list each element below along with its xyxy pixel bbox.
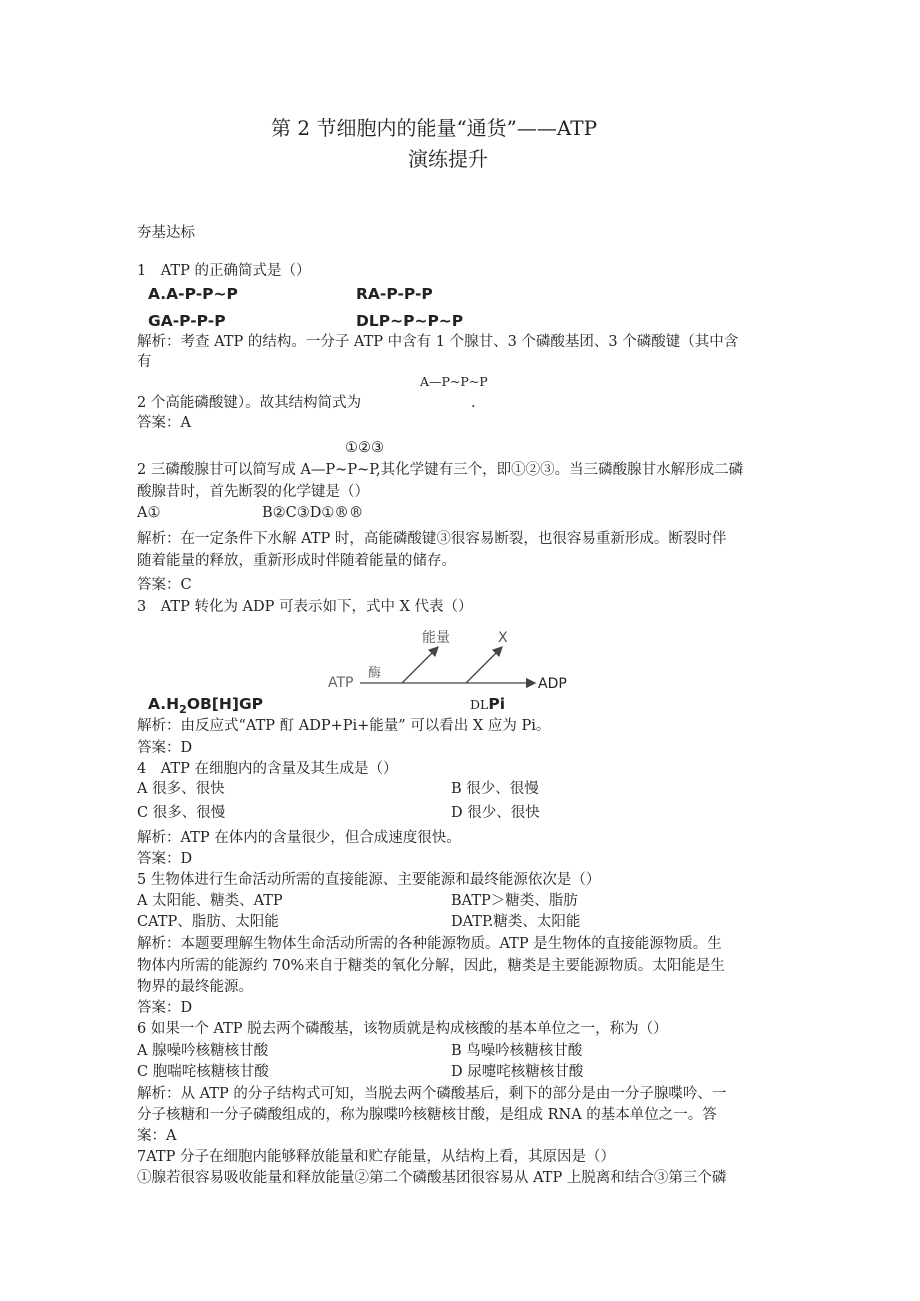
q3-option-d-prefix: DL	[470, 697, 489, 712]
q3-diagram-atp-label: ATP	[328, 675, 354, 691]
q3-option-d	[470, 694, 505, 715]
q1-explanation-line1: 解析：考查 ATP 的结构。一分子 ATP 中含有 1 个腺甘、3 个磷酸基团、3 个磷酸键（其中含	[137, 334, 739, 350]
q3-explanation: 解析：由反应式“ATP 酊 ADP+Pi+能量” 可以看出 X 应为 Pi。	[137, 718, 551, 734]
q6-option-a: A 腺噪吟核糖核甘酸	[137, 1043, 269, 1059]
q3-diagram-energy-label: 能量	[422, 630, 450, 646]
q2-explanation-line1: 解析：在一定条件下水解 ATP 时，高能磷酸键③很容易断裂，也很容易重新形成。断裂时伴	[137, 531, 727, 547]
q4-option-b: B 很少、很慢	[451, 781, 539, 797]
q3-reaction-diagram	[320, 622, 580, 694]
q6-option-d: D 尿嚏咤核糖核甘酸	[451, 1064, 584, 1080]
q5-answer: 答案：D	[137, 1000, 193, 1016]
q2-stem-line2: 酸腺昔时，首先断裂的化学键是（）	[137, 484, 369, 500]
q6-explanation-line1: 解析：从 ATP 的分子结构式可知，当脱去两个磷酸基后，剩下的部分是由一分子腺喋吟、一	[137, 1086, 727, 1102]
q5-explanation-line1: 解析：本题要理解生物体生命活动所需的各种能源物质。ATP 是生物体的直接能源物质。生	[137, 936, 722, 952]
q7-statements-line1: ①腺若很容易吸收能量和释放能量②第二个磷酸基团很容易从 ATP 上脱离和结合③第三个磷	[137, 1170, 727, 1186]
q1-option-c: GA-P-P-P	[148, 312, 226, 330]
q1-option-a: A.A-P-P~P	[148, 285, 238, 303]
q3-answer: 答案：D	[137, 740, 193, 756]
q1-answer: 答案：A	[137, 415, 191, 431]
q6-explanation-line3: 案：A	[137, 1128, 177, 1144]
page-title: 第 2 节细胞内的能量“通货”——ATP	[271, 116, 598, 140]
q5-option-a: A 太阳能、糖类、ATP	[137, 893, 283, 909]
q3-diagram-x-label: X	[498, 630, 508, 646]
q5-explanation-line2: 物体内所需的能源约 70%来自于糖类的氧化分解，因此，糖类是主要能源物质。太阳能是生	[137, 958, 725, 974]
section-heading: 夯基达标	[137, 225, 195, 241]
q4-option-d: D 很少、很快	[451, 805, 540, 821]
q6-option-b: B 鸟噪吟核糖核甘酸	[451, 1043, 583, 1059]
q2-answer: 答案：C	[137, 577, 192, 593]
q3-diagram-energy-arrow	[402, 647, 438, 683]
q3-option-a-subscript: 2	[179, 703, 187, 717]
q6-option-c: C 胞喘咤核糖核甘酸	[137, 1064, 269, 1080]
q3-diagram-x-arrow	[466, 647, 502, 683]
q6-explanation-line2: 分子核糖和一分子磷酸组成的，称为腺喋吟核糖核甘酸，是组成 RNA 的基本单位之一。答	[137, 1107, 717, 1123]
q6-stem: 6 如果一个 ATP 脱去两个磷酸基，该物质就是构成核酸的基本单位之一，称为（）	[137, 1021, 668, 1037]
q2-option-a: A①	[137, 505, 161, 521]
q1-explanation-line2: 有	[137, 354, 152, 370]
q4-option-c: C 很多、很慢	[137, 805, 226, 821]
q3-stem: 3 ATP 转化为 ADP 可表示如下，式中 X 代表（）	[137, 599, 473, 615]
q1-explanation-line3: 2 个高能磷酸键）。故其结构简式为	[137, 395, 362, 411]
q5-option-d: DATP.糖类、太阳能	[451, 914, 581, 930]
q4-option-a: A 很多、很快	[137, 781, 225, 797]
q1-explanation-dot: .	[471, 395, 476, 411]
q1-stem: 1 ATP 的正确简式是（）	[137, 263, 311, 279]
q2-options-bcd: B②C③D①®®	[262, 505, 364, 521]
q4-stem: 4 ATP 在细胞内的含量及其生成是（）	[137, 761, 398, 777]
q3-diagram-enzyme-label: 酶	[368, 666, 382, 681]
q3-diagram-adp-label: ADP	[538, 676, 567, 692]
q2-explanation-line2: 随着能量的释放，重新形成时伴随着能量的储存。	[137, 553, 456, 569]
q2-stem-line1: 2 三磷酸腺甘可以简写成 A—P~P~P,其化学键有三个，即①②③。当三磷酸腺甘水解形成二磷	[137, 462, 744, 478]
q5-explanation-line3: 物界的最终能源。	[137, 979, 253, 995]
q3-option-a: A.H	[148, 695, 180, 713]
q5-stem: 5 生物体进行生命活动所需的直接能源、主要能源和最终能源依次是（）	[137, 872, 601, 888]
q5-option-b: BATP＞糖类、脂肪	[451, 893, 578, 909]
q3-options-bc: OB[H]GP	[186, 695, 264, 713]
page-subtitle: 演练提升	[408, 147, 488, 171]
q4-answer: 答案：D	[137, 851, 193, 867]
q1-formula: A—P~P~P	[420, 374, 488, 389]
q2-bond-marks: ①②③	[345, 440, 384, 456]
q1-option-b: RA-P-P-P	[356, 285, 433, 303]
q4-explanation: 解析：ATP 在体内的含量很少，但合成速度很快。	[137, 830, 461, 846]
q1-option-d: DLP~P~P~P	[356, 312, 464, 330]
q3-option-d-value: Pi	[488, 695, 506, 713]
q5-option-c: CATP、脂肪、太阳能	[137, 914, 279, 930]
q7-stem: 7ATP 分子在细胞内能够释放能量和贮存能量，从结构上看，其原因是（）	[137, 1149, 615, 1165]
